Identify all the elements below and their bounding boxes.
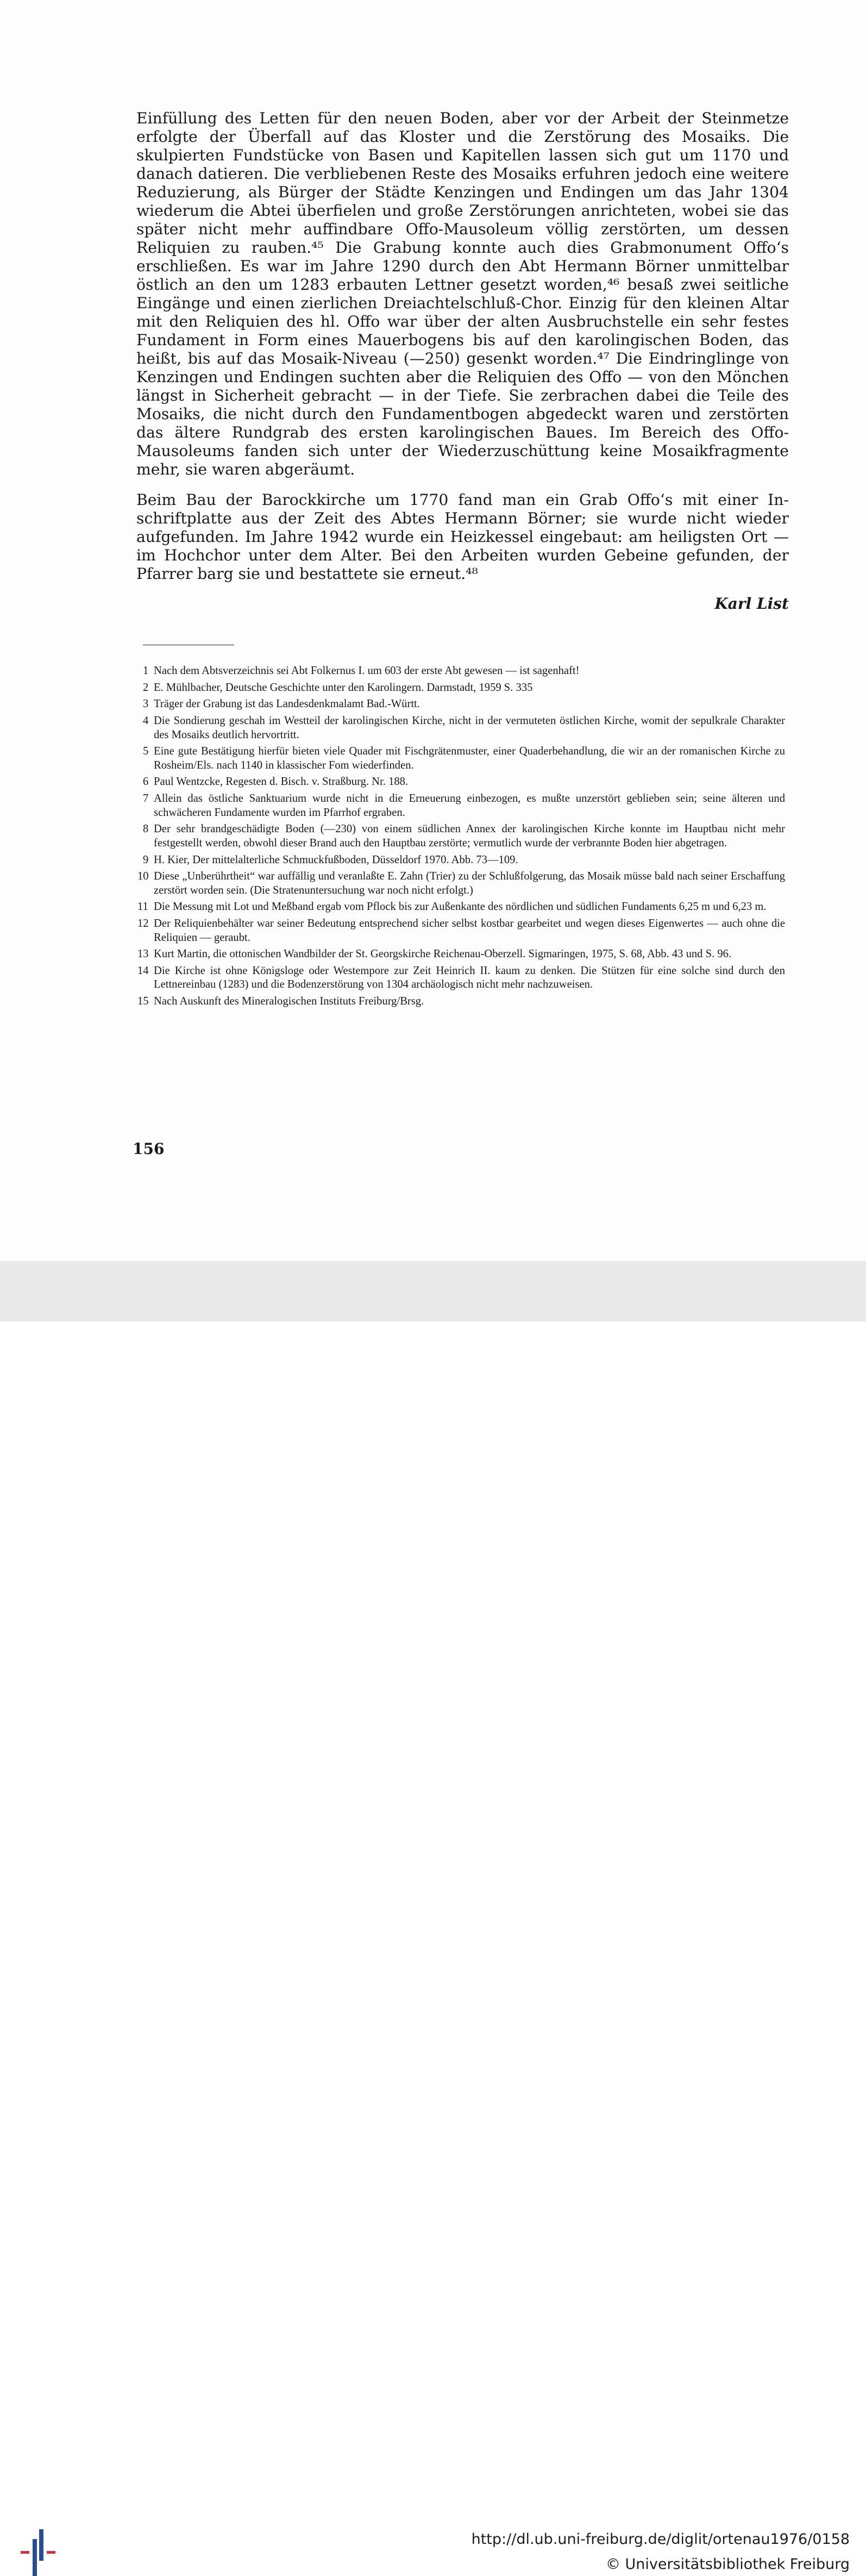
footnote-text: Paul Wentzcke, Regesten d. Bisch. v. Straßburg. Nr. 188. — [154, 776, 409, 788]
page-number: 156 — [133, 1140, 165, 1158]
footnote-number: 12 — [137, 918, 149, 930]
footnote-text: Eine gute Bestätigung hierfür bieten viele Quader mit Fischgrätenmuster, einer Quaderbehandlung, die wir an der romanischen Kirche zu Rosheim/Els. nach 1140 in klassischer Fom wiederfinden. — [154, 745, 785, 771]
footnote-item — [137, 947, 785, 962]
footnote-item — [143, 792, 785, 820]
footnote-number: 7 — [143, 793, 149, 805]
footnote-number: 9 — [143, 853, 149, 866]
footer-bar — [0, 1261, 866, 2573]
footnote-number: 1 — [143, 665, 149, 677]
footnote-item — [137, 995, 785, 1009]
footnote-number: 15 — [137, 995, 149, 1008]
footnote-number: 6 — [143, 776, 149, 788]
footnote-item — [143, 745, 785, 772]
body-paragraph: Beim Bau der Barockkirche um 1770 fand man ein Grab Offo‘s mit einer Inschriftplatte aus der Zeit des Abtes Hermann Börner; sie wurde nicht wieder aufgefunden. Im Jahre 1942 wurde ein Heizkessel eingebaut: am heiligsten Ort — im Hochchor unter dem Alter. Bei den Arbeiten wurden Gebeine gefunden, der Pfarrer barg sie und bestattete sie erneut.⁴⁸ — [136, 491, 789, 583]
footnote-item — [143, 664, 785, 678]
footnote-item — [143, 714, 785, 742]
logo-bar — [39, 2529, 43, 2561]
footnote-number: 14 — [137, 964, 149, 977]
footnotes — [137, 664, 785, 1012]
footnote-item — [143, 822, 785, 850]
footnote-number: 4 — [143, 715, 149, 727]
footnote-text: Die Sondierung geschah im Westteil der karolingischen Kirche, nicht in der vermuteten östlichen Kirche, womit der sepulkrale Charakter des Mosaiks deutlich hervortritt. — [154, 715, 785, 741]
footnote-text: Nach dem Abtsverzeichnis sei Abt Folkernus I. um 603 der erste Abt gewesen — ist sagenhaft! — [154, 665, 580, 677]
footnote-text: Die Kirche ist ohne Königsloge oder Westempore zur Zeit Heinrich II. kaum zu denken. Die Stützen für eine solche sind durch den Lettnereinbau (1283) und die Bodenzerstörung von 1304 archäologisch nicht mehr nachzuweisen. — [154, 964, 785, 991]
footnote-item — [137, 900, 785, 914]
footer-url-link[interactable]: http://dl.ub.uni-freiburg.de/diglit/ortenau1976/0158 — [471, 2531, 850, 2548]
footnote-item — [143, 681, 785, 695]
document-page — [0, 0, 866, 1261]
footnote-item — [137, 917, 785, 945]
footnote-number: 2 — [143, 681, 149, 694]
footnote-text: Die Messung mit Lot und Meßband ergab vom Pflock bis zur Außenkante des nördlichen und südlichen Fundaments 6,25 m und 6,23 m. — [154, 901, 767, 913]
footnote-text: Der sehr brandgeschädigte Boden (—230) von einem südlichen Annex der karolingischen Kirche konnte im Hauptbau nicht mehr festgestellt werden, obwohl dieser Brand auch den Hauptbau zerstörte; vermutlich wurde der verbrannte Boden hier abgetragen. — [154, 823, 785, 849]
footnote-item — [143, 853, 785, 868]
footnote-number: 13 — [137, 948, 149, 960]
footer-copyright: © Universitätsbibliothek Freiburg — [605, 2556, 850, 2573]
footnote-item — [143, 775, 785, 789]
footnote-number: 3 — [143, 698, 149, 710]
footnote-text: Diese „Unberührtheit“ war auffällig und veranlaßte E. Zahn (Trier) zu der Schlußfolgerung, das Mosaik müsse bald nach seiner Erschaffung zerstört worden sein. (Die Stratenuntersuchung war noch nicht erfolgt.) — [154, 870, 785, 896]
footnote-text: E. Mühlbacher, Deutsche Geschichte unter den Karolingern. Darmstadt, 1959 S. 335 — [154, 681, 533, 694]
body-text — [136, 109, 789, 583]
footnote-text: Der Reliquienbehälter war seiner Bedeutung entsprechend sicher selbst kostbar gearbeitet und wegen dieses Eigenwertes — auch ohne die Reliquien — geraubt. — [154, 918, 785, 944]
author-signature: Karl List — [714, 595, 789, 613]
footnote-number: 5 — [143, 745, 149, 758]
footnote-number: 10 — [137, 870, 149, 883]
footnote-text: Träger der Grabung ist das Landesdenkmalamt Bad.-Württ. — [154, 698, 420, 710]
footnote-text: Allein das östliche Sanktuarium wurde nicht in die Erneuerung einbezogen, es mußte unzerstört geblieben sein; seine älteren und schwächeren Fundamente wurden im Pfarrhof ergraben. — [154, 793, 785, 819]
footnote-text: H. Kier, Der mittelalterliche Schmuckfußboden, Düsseldorf 1970. Abb. 73—109. — [154, 853, 518, 866]
footnote-item — [143, 697, 785, 712]
footnote-text: Kurt Martin, die ottonischen Wandbilder der St. Georgskirche Reichenau-Oberzell. Sigmaringen, 1975, S. 68, Abb. 43 und S. 96. — [154, 948, 732, 960]
ub-freiburg-logo-icon[interactable] — [21, 2529, 55, 2576]
footnote-number: 11 — [137, 901, 148, 913]
logo-bar — [21, 2551, 29, 2554]
body-paragraph: Einfüllung des Letten für den neuen Boden, aber vor der Arbeit der Steinmetze erfolgte der Überfall auf das Kloster und die Zerstörung des Mosaiks. Die skulpierten Fundstücke von Basen und Kapitellen lassen sich gut um 1170 und danach datieren. Die verbliebenen Reste des Mosaiks erfuhren jedoch eine weitere Reduzierung, als Bürger der Städte Kenzingen und Endingen um das Jahr 1304 wiederum die Abtei überfielen und große Zerstörungen anrichteten, wobei sie das später nicht mehr auffindbare Offo-Mausoleum völlig zerstörten, um dessen Reliquien zu rauben.⁴⁵ Die Grabung konnte auch dies Grabmonument Offo‘s erschließen. Es war im Jahre 1290 durch den Abt Hermann Börner unmittelbar östlich an den um 1283 erbauten Lettner gesetzt worden,⁴⁶ besaß zwei seitliche Eingänge und einen zierlichen Dreiachtelschluß-Chor. Einzig für den kleinen Altar mit den Reliquien des hl. Offo war über der alten Ausbruchstelle ein sehr festes Fundament in Form eines Mauerbogens bis auf den karolingischen Boden, das heißt, bis auf das Mosaik-Niveau (—250) gesenkt worden.⁴⁷ Die Eindringlinge von Kenzingen und Endingen suchten aber die Reliquien des Offo — von den Mönchen längst in Sicherheit gebracht — in der Tiefe. Sie zerbrachen dabei die Teile des Mosaiks, die nicht durch den Fundamentbogen abgedeckt waren und zerstörten das ältere Rundgrab des ersten karolingischen Baues. Im Bereich des Offo-Mausoleums fanden sich unter der Wiederzuschüttung keine Mosaikfragmente mehr, sie waren abgeräumt. — [136, 109, 789, 478]
logo-bar — [33, 2539, 37, 2576]
logo-bar — [47, 2551, 55, 2554]
footnote-item — [137, 870, 785, 897]
footnote-number: 8 — [143, 823, 149, 835]
footnote-text: Nach Auskunft des Mineralogischen Instituts Freiburg/Brsg. — [154, 995, 424, 1008]
footnote-item — [137, 964, 785, 992]
